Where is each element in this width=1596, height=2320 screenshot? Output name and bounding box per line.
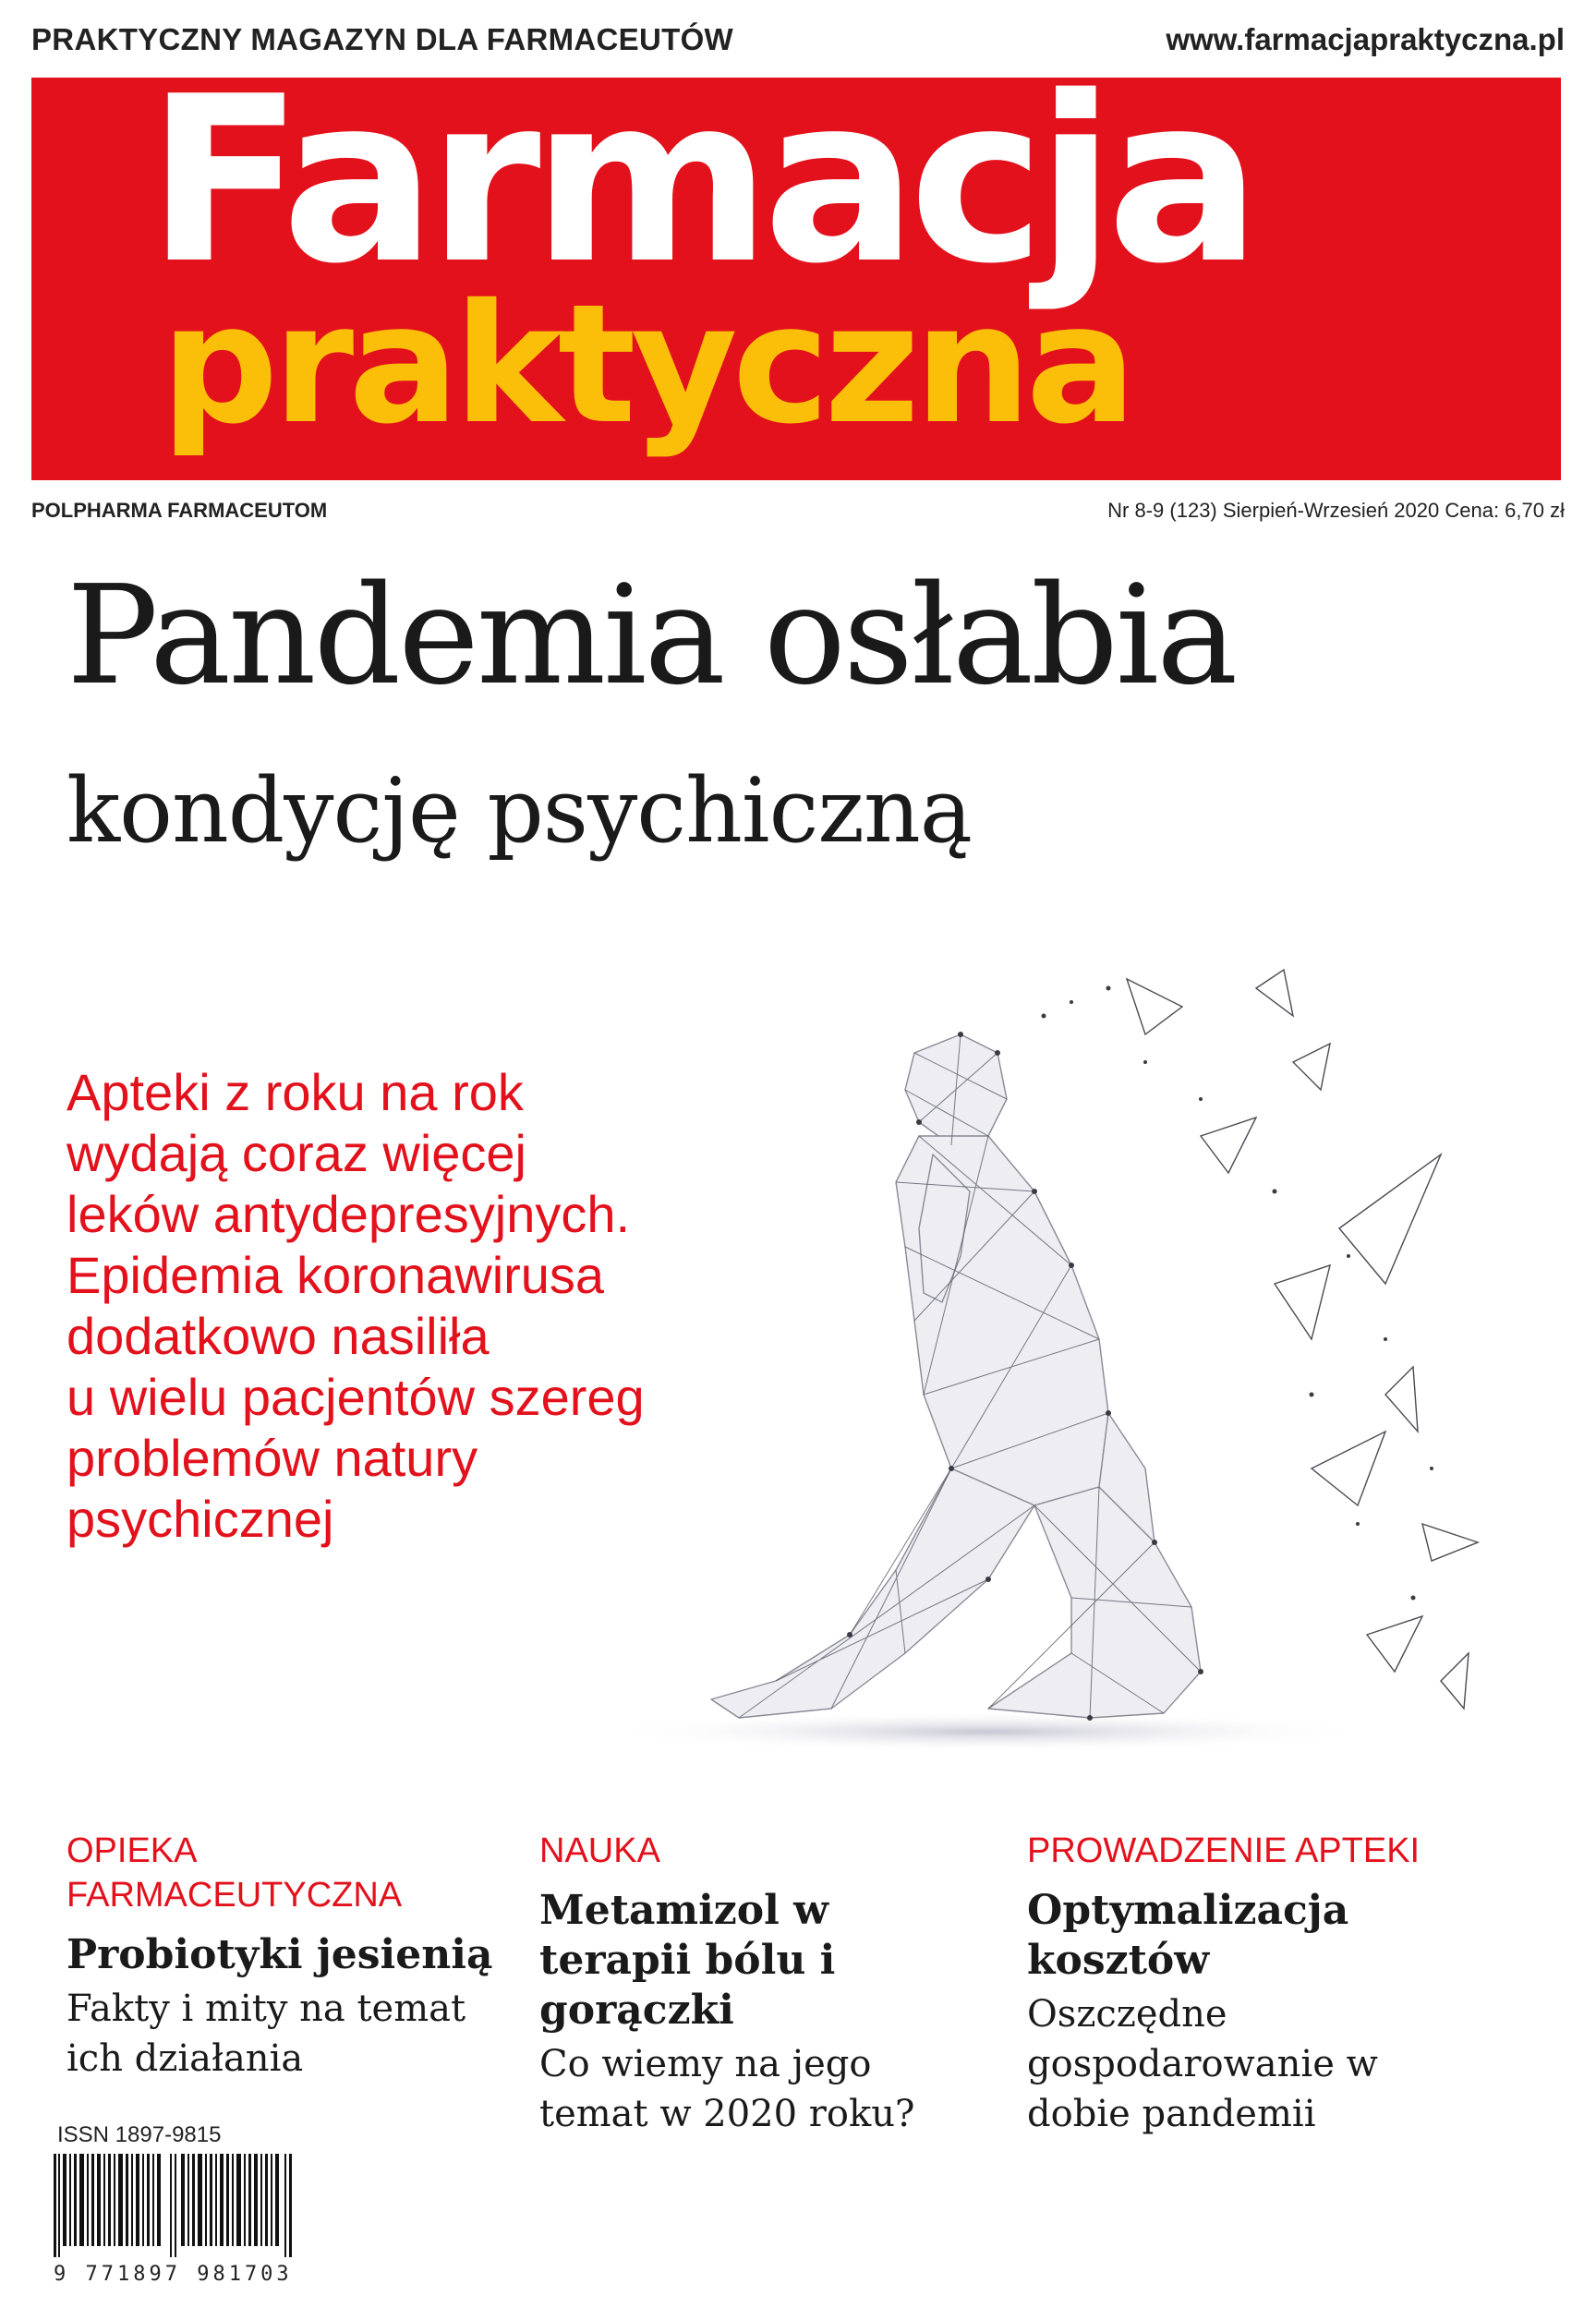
article-category: NAUKA — [539, 1831, 660, 1870]
lead-line: u wielu pacjentów szereg — [66, 1368, 645, 1426]
headline-line-1: Pandemia osłabia — [66, 556, 1236, 715]
article-description: Fakty i mity na temat ich działania — [66, 1988, 466, 2080]
lead-line: wydają coraz więcej — [66, 1124, 526, 1182]
article-title: Optymalizacja kosztów — [1027, 1887, 1349, 1984]
barcode — [54, 2154, 294, 2257]
logo-title: Farmacja — [147, 78, 1253, 314]
lead-line: problemów natury — [66, 1429, 478, 1487]
logo-subtitle: praktyczna — [161, 269, 1131, 460]
article-column-2[interactable] — [539, 1829, 973, 2139]
lead-line: psychicznej — [66, 1490, 334, 1548]
article-description: Oszczędne gospodarowanie w dobie pandemii — [1027, 1993, 1378, 2135]
lead-line: dodatkowo nasiliła — [66, 1307, 490, 1365]
article-description: Co wiemy na jego temat w 2020 roku? — [539, 2043, 915, 2135]
website-url[interactable]: www.farmacjapraktyczna.pl — [1166, 22, 1565, 56]
lead-line: leków antydepresyjnych. — [66, 1185, 631, 1243]
issn-number: ISSN 1897-9815 — [57, 2122, 222, 2147]
publisher-line: POLPHARMA FARMACEUTOM — [31, 499, 328, 522]
barcode-digits: 9 771897 981703 — [54, 2263, 293, 2286]
article-category: PROWADZENIE APTEKI — [1027, 1831, 1421, 1870]
article-title: Probiotyki jesienią — [66, 1931, 493, 1978]
wireframe-sad-person-illustration — [554, 951, 1570, 1782]
article-title: Metamizol w terapii bólu i gorączki — [539, 1887, 836, 2034]
article-column-1[interactable] — [66, 1829, 501, 2084]
headline-line-2: kondycję psychiczną — [66, 759, 972, 863]
lead-line: Apteki z roku na rok — [66, 1063, 524, 1121]
article-column-3[interactable] — [1027, 1829, 1461, 2139]
magazine-tagline: PRAKTYCZNY MAGAZYN DLA FARMACEUTÓW — [31, 22, 733, 56]
masthead-banner — [31, 78, 1561, 480]
issue-info: Nr 8-9 (123) Sierpień-Wrzesień 2020 Cena: 6,70 zł — [1107, 499, 1565, 522]
lead-line: Epidemia koronawirusa — [66, 1246, 605, 1304]
article-category: OPIEKA FARMACEUTYCZNA — [66, 1831, 403, 1915]
